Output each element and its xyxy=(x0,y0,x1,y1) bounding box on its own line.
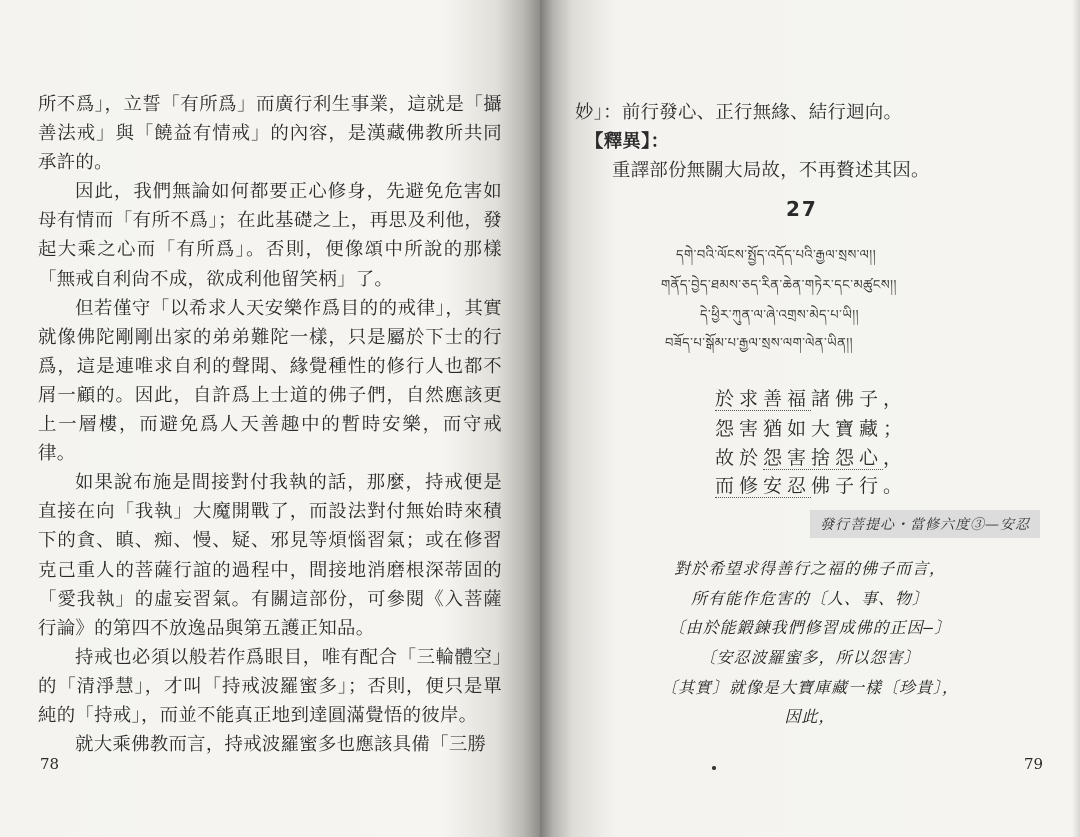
continued-line: 妙」：前行發心、正行無緣、結行迴向。 xyxy=(575,102,903,123)
tibetan-verse-line: དེ་ཕྱིར་ཀུན་ལ་ཞེ་འགྲས་མེད་པ་ཡི།། xyxy=(700,308,860,323)
paragraph: 就大乘佛教而言，持戒波羅蜜多也應該具備「三勝 xyxy=(75,734,487,756)
verse-text: 故於 xyxy=(715,447,764,469)
chinese-verse-line xyxy=(715,443,907,470)
verse-caption: 發行菩提心・當修六度③—安忍 xyxy=(810,510,1040,538)
handwritten-gloss-line: 因此， xyxy=(784,707,836,726)
verse-text: 怨害猶如大寶藏； xyxy=(715,418,908,440)
verse-text-dotted: 於求善福 xyxy=(715,388,812,410)
paragraph: 但若僅守「以希求人天安樂作爲目的的戒律」，其實就像佛陀剛剛出家的弟弟難陀一樣，只是屬於下士的行爲，這是連唯求自利的聲聞、緣覺種性的修行人也都不屑一顧的。因此，自許爲上士道的佛子們，自然應該更上一層樓，而避免爲人天善趣中的暫時安樂，而守戒律。 xyxy=(38,297,502,465)
section-heading: 【釋異】： xyxy=(585,131,670,152)
handwritten-gloss-line: 〔安忍波羅蜜多，所以怨害〕 xyxy=(699,648,921,667)
paragraph: 因此，我們無論如何都要正心修身，先避免危害如母有情而「有所不爲」；在此基礎之上，再思及利他，發起大乘之心而「有所爲」。否則，便像頌中所說的那樣「無戒自利尙不成，欲成利他留笑柄」了。 xyxy=(38,181,502,290)
ink-dot xyxy=(712,766,716,770)
verse-number: 27 xyxy=(786,197,818,221)
page-number-left: 78 xyxy=(40,755,60,773)
handwritten-gloss-line: 〔由於能鍛鍊我們修習成佛的正因—〕 xyxy=(668,618,952,637)
tibetan-verse-line: དགེ་བའི་ལོངས་སྤྱོད་འདོད་པའི་རྒྱལ་སྲས་ལ།། xyxy=(676,248,877,263)
chinese-verse-line xyxy=(715,471,907,498)
verse-text: 諸佛子， xyxy=(811,388,908,410)
handwritten-gloss-line: 〔其實〕就像是大寶庫藏一樣〔珍貴〕， xyxy=(660,678,959,697)
chinese-verse-line xyxy=(715,414,907,441)
paragraph: 持戒也必須以般若作爲眼目，唯有配合「三輪體空」的「清淨慧」，才叫「持戒波羅蜜多」；否則，便只是單純的「持戒」，而並不能真正地到達圓滿覺悟的彼岸。 xyxy=(38,646,502,726)
paragraph: 如果說布施是間接對付我執的話，那麼，持戒便是直接在向「我執」大魔開戰了，而設法對付無始時來積下的貪、瞋、痴、慢、疑、邪見等煩惱習氣；或在修習克己重人的菩薩行誼的過程中，間接地消磨根深蒂固的「愛我執」的虛妄習氣。有關這部份，可參閱《入菩薩行論》的第四不放逸品與第五護正知品。 xyxy=(38,472,502,639)
left-body-text xyxy=(38,90,502,759)
page-number-right: 79 xyxy=(1024,755,1044,773)
tibetan-verse-line: གནོད་བྱེད་ཐམས་ཅད་རིན་ཆེན་གཏེར་དང་མཚུངས།། xyxy=(661,278,897,293)
handwritten-gloss-line: 對於希望求得善行之福的佛子而言， xyxy=(673,559,946,578)
tibetan-verse-line: བཟོད་པ་སྒོམ་པ་རྒྱལ་སྲས་ལག་ལེན་ཡིན།། xyxy=(665,336,854,351)
verse-text-dotted: 怨害捨怨心 xyxy=(763,447,884,469)
chinese-verse-line xyxy=(715,384,907,411)
section-text: 重譯部份無關大局故，不再贅述其因。 xyxy=(612,160,930,181)
verse-text-dotted: 而修安忍 xyxy=(715,475,812,497)
verse-text: ， xyxy=(883,447,908,469)
handwritten-gloss-line: 所有能作危害的〔人、事、物〕 xyxy=(690,589,929,608)
verse-text: 佛子行。 xyxy=(811,475,908,497)
paragraph: 所不爲」，立誓「有所爲」而廣行利生事業，這就是「攝善法戒」與「饒益有情戒」的內容，是漢藏佛教所共同承許的。 xyxy=(38,94,502,174)
